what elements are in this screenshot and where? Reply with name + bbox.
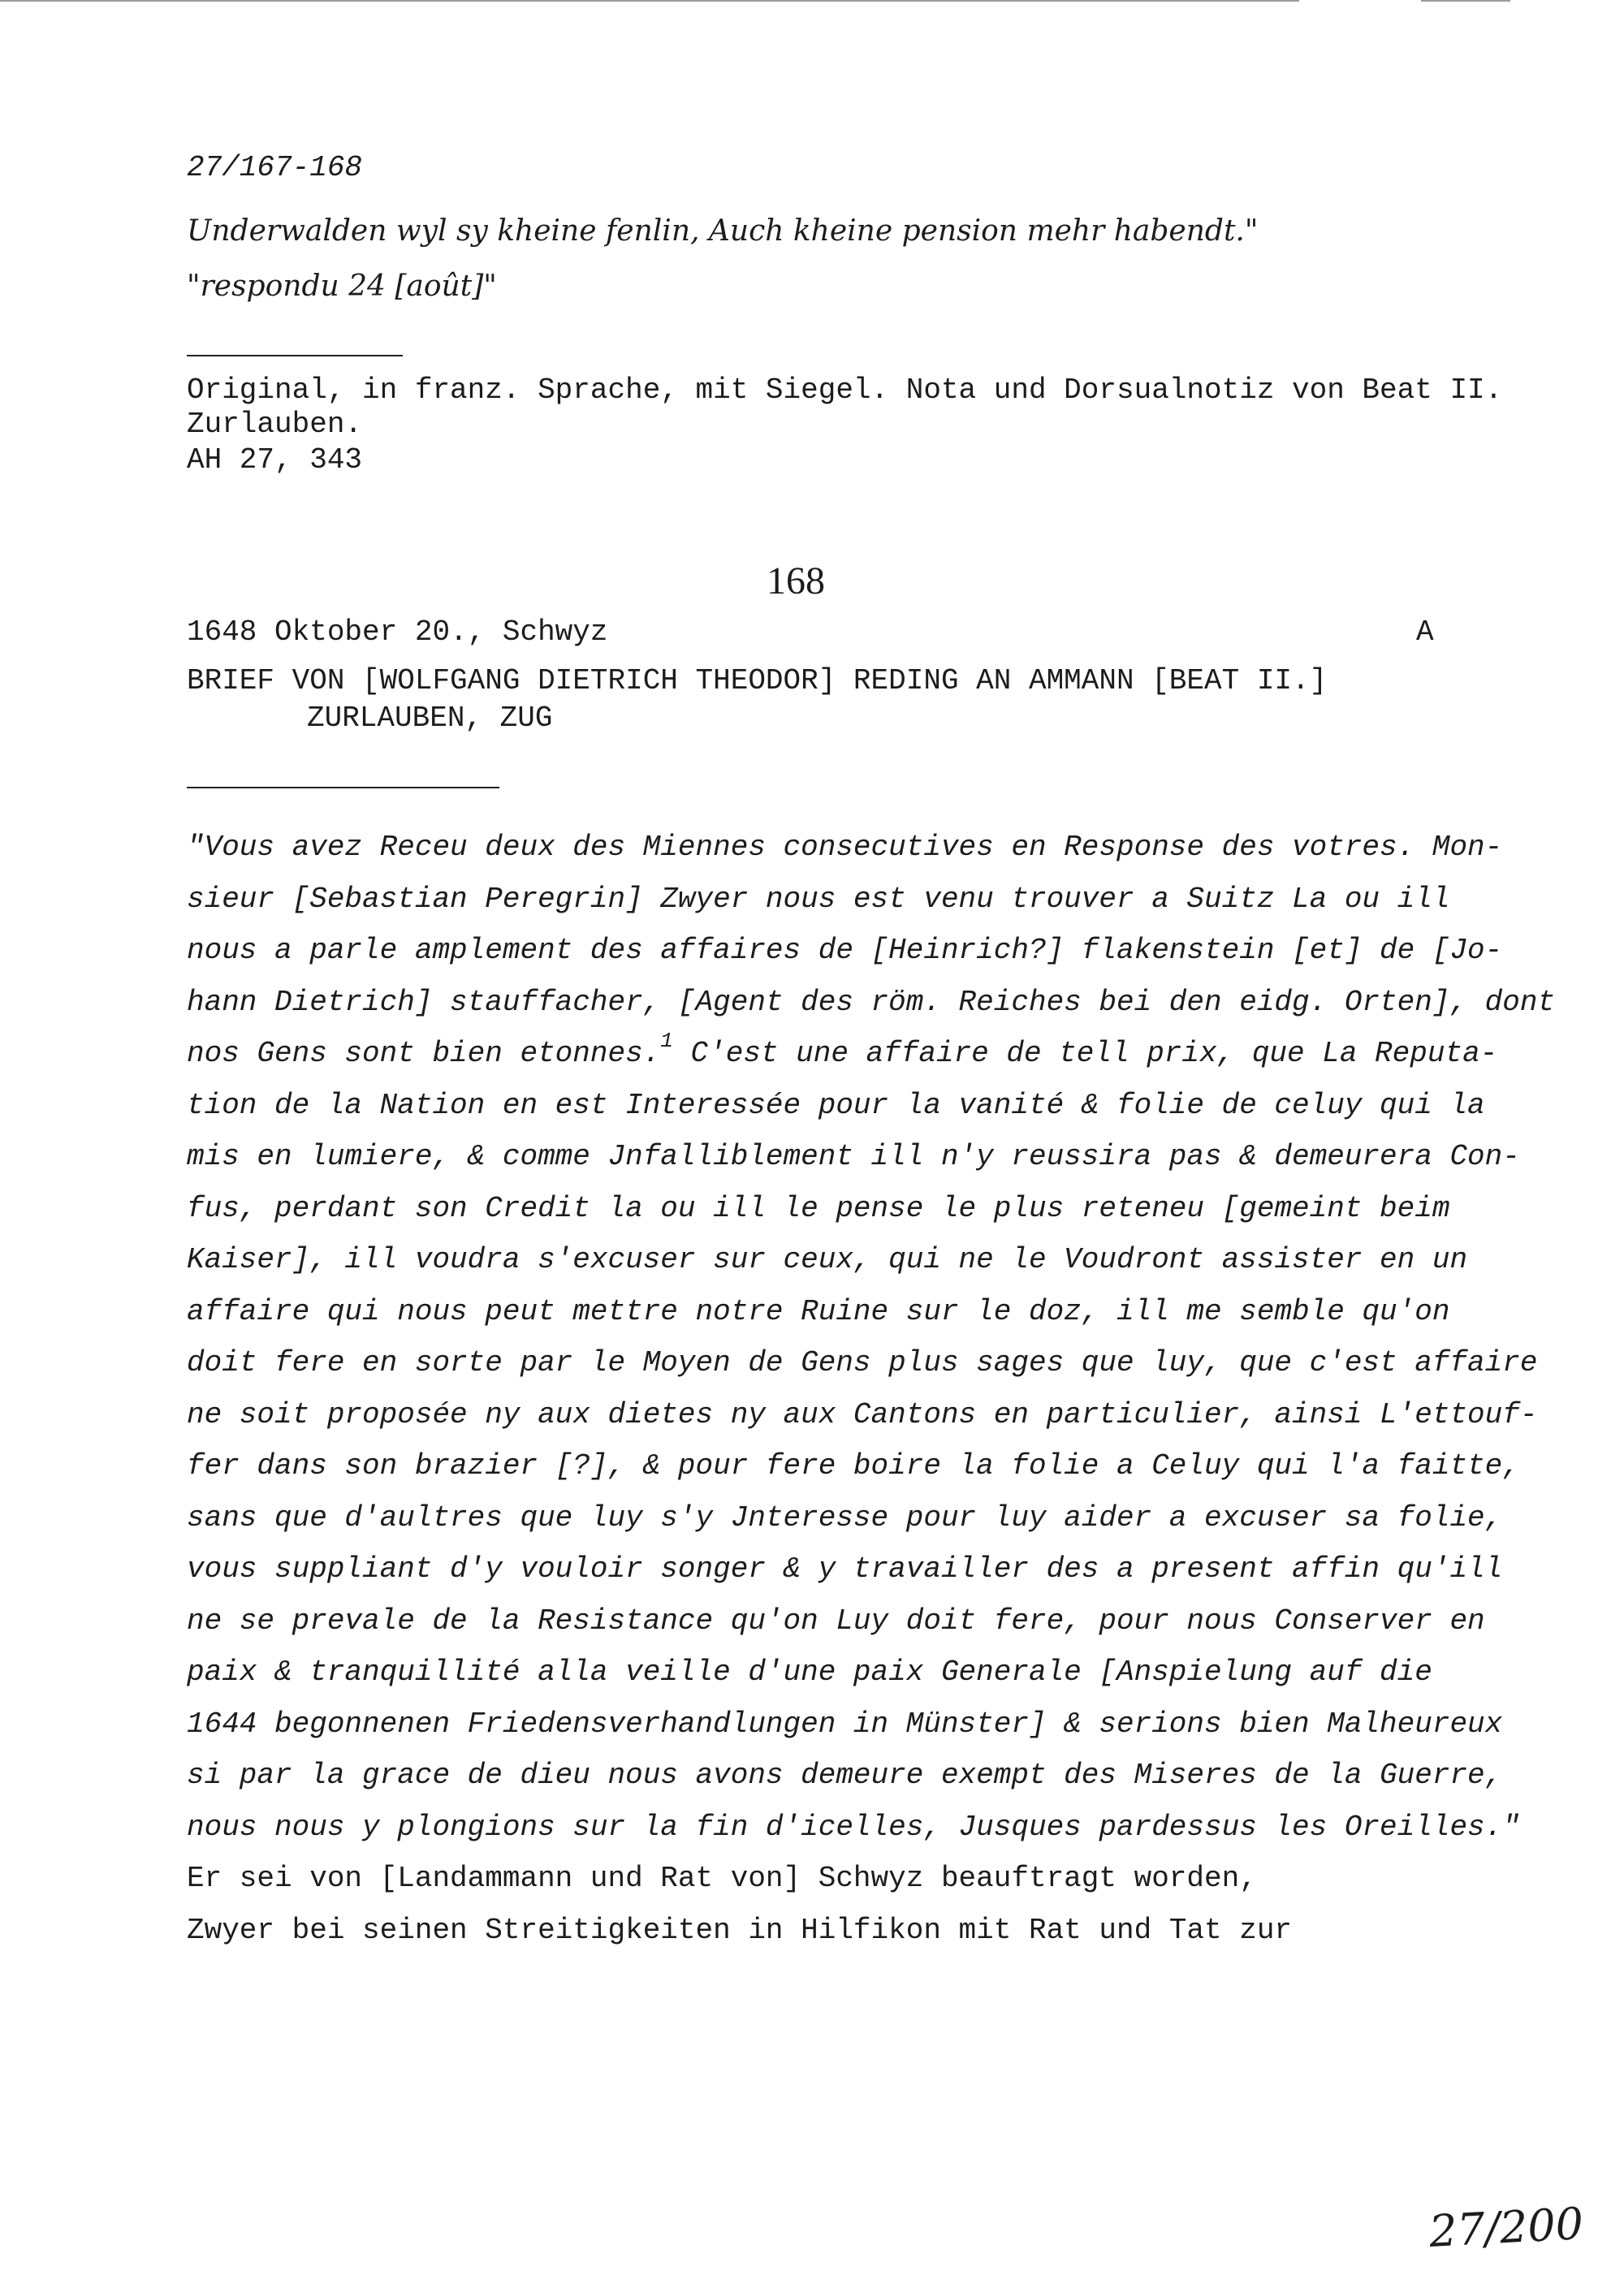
scan-edge [0,0,1299,2]
quote-line: nos Gens sont bien etonnes. [187,1037,661,1070]
previous-quote-line: "respondu 24 [août]" [187,270,497,303]
summary-line: Er sei von [Landammann und Rat von] Schwyz beauftragt worden, [187,1862,1257,1895]
quote-line: fus, perdant son Credit la ou ill le pense le plus reteneu [gemeint beim [187,1191,1450,1225]
summary-paragraph [187,1853,1292,1956]
quote-line: fer dans son brazier [?], & pour fere boire la folie a Celuy qui l'a faitte, [187,1449,1520,1483]
source-note-line: Original, in franz. Sprache, mit Siegel. Nota und Dorsualnotiz von Beat II. [187,373,1503,407]
document-number: 168 [767,559,825,602]
quote-line: mis en lumiere, & comme Jnfalliblement ill n'y reussira pas & demeurera Con- [187,1140,1520,1173]
quote-line-continuation: C'est une affaire de tell prix, que La Reputa- [672,1037,1498,1070]
quote-line: tion de la Nation en est Interessée pour la vanité & folie de celuy qui la [187,1088,1485,1122]
quote-line: sans que d'aultres que luy s'y Jnteresse pour luy aider a excuser sa folie, [187,1500,1503,1535]
quote-line: doit fere en sorte par le Moyen de Gens plus sages que luy, que c'est affaire [187,1346,1538,1379]
footnote-marker: 1 [660,1029,673,1053]
quote-line: ne se prevale de la Resistance qu'on Luy doit fere, pour nous Conserver en [187,1604,1485,1638]
quote-line: hann Dietrich] stauffacher, [Agent des röm. Reiches bei den eidg. Orten], dont [187,985,1556,1019]
source-note-rule [187,355,403,356]
previous-quote-line: Underwalden wyl sy kheine fenlin, Auch kheine pension mehr habendt." [187,214,1259,248]
document-title-line: ZURLAUBEN, ZUG [307,702,553,735]
quote-line: "Vous avez Receu deux des Miennes consecutives en Response des votres. Mon- [187,831,1503,864]
document-marker: A [1416,615,1434,649]
source-note-line: Zurlauben. [187,408,363,441]
letter-quote [187,822,1556,1853]
quote-line: nous nous y plongions sur la fin d'icelles, Jusques pardessus les Oreilles." [187,1810,1520,1844]
summary-line: Zwyer bei seinen Streitigkeiten in Hilfikon mit Rat und Tat zur [187,1913,1293,1947]
quote-line: vous suppliant d'y vouloir songer & y travailler des a present affin qu'ill [187,1552,1503,1586]
handwritten-folio-number: 27/200 [1427,2198,1585,2257]
quote-line: 1644 begonnenen Friedensverhandlungen in Münster] & serions bien Malheureux [187,1707,1503,1741]
quote-line: si par la grace de dieu nous avons demeure exempt des Miseres de la Guerre, [187,1759,1503,1792]
source-note-line: AH 27, 343 [187,443,363,477]
quote-line: ne soit proposée ny aux dietes ny aux Cantons en particulier, ainsi L'ettouf- [187,1397,1538,1431]
document-title-line: BRIEF VON [WOLFGANG DIETRICH THEODOR] REDING AN AMMANN [BEAT II.] [187,664,1328,697]
quote-line: Kaiser], ill voudra s'excuser sur ceux, qui ne le Voudront assister en un [187,1243,1468,1276]
quote-line-with-footnote [187,1028,1498,1080]
quote-line: sieur [Sebastian Peregrin] Zwyer nous est venu trouver a Suitz La ou ill [187,882,1450,916]
scan-edge [1421,0,1510,2]
title-rule [187,787,499,788]
quote-line: paix & tranquillité alla veille d'une paix Generale [Anspielung auf die [187,1656,1432,1689]
document-date-place: 1648 Oktober 20., Schwyz [187,615,608,649]
page-reference: 27/167-168 [187,151,363,184]
quote-line: nous a parle amplement des affaires de [Heinrich?] flakenstein [et] de [Jo- [187,934,1503,967]
quote-line: affaire qui nous peut mettre notre Ruine sur le doz, ill me semble qu'on [187,1294,1450,1328]
